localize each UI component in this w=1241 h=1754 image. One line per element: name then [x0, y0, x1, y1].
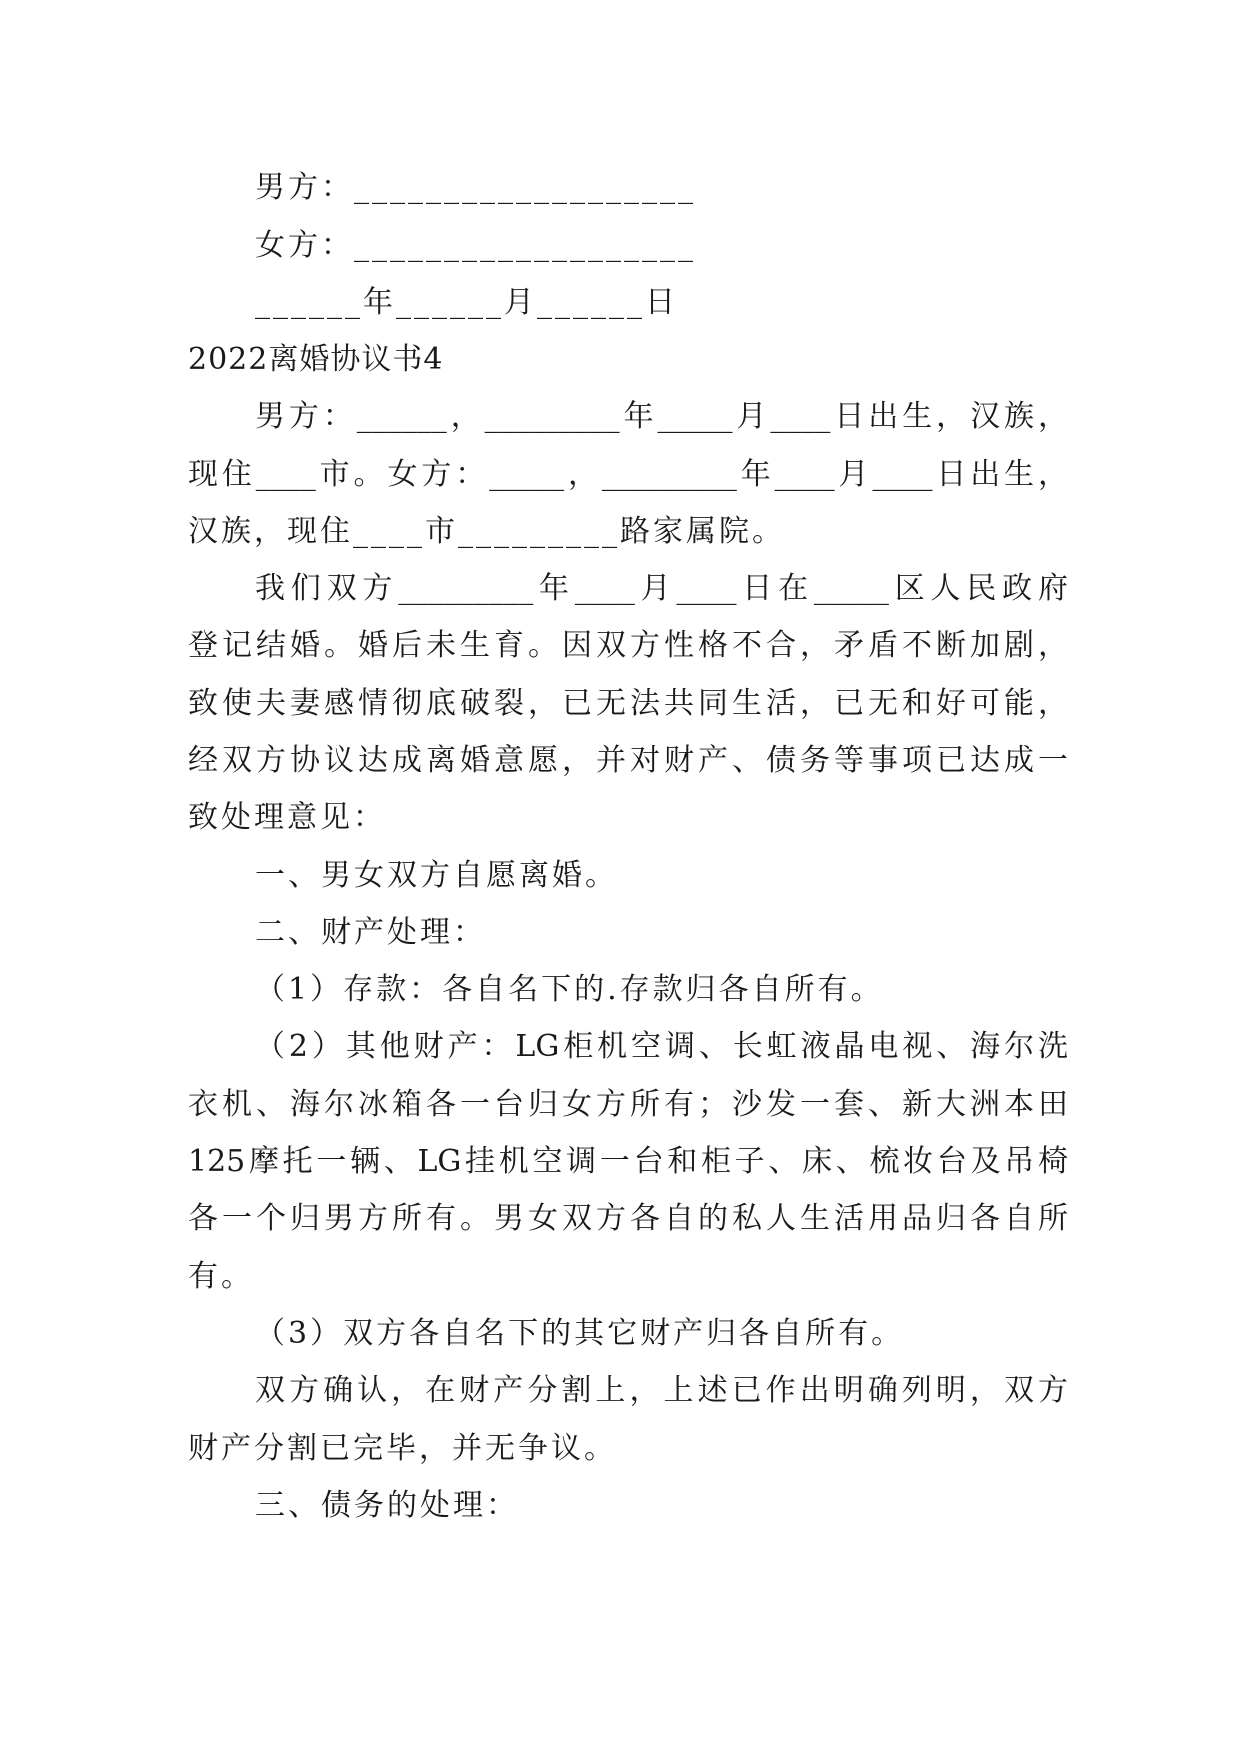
paragraph-line: 男方：______，_________年_____月____日出生，汉族， [255, 399, 1068, 434]
paragraph-line: 有。 [188, 1259, 254, 1294]
signature-female: 女方：___________________ [255, 228, 696, 263]
paragraph-line: 125摩托一辆、LG挂机空调一台和柜子、床、梳妆台及吊椅 [188, 1144, 1068, 1179]
section-heading: 二、财产处理： [255, 915, 486, 950]
section-heading: 一、男女双方自愿离婚。 [255, 858, 618, 893]
paragraph-line: 双方确认，在财产分割上，上述已作出明确列明，双方 [255, 1373, 1068, 1408]
paragraph-line: 经双方协议达成离婚意愿，并对财产、债务等事项已达成一 [188, 743, 1068, 778]
signature-male: 男方：___________________ [255, 170, 696, 205]
list-item: （1）存款：各自名下的.存款归各自所有。 [255, 972, 884, 1007]
paragraph-line: 现住____市。女方：_____，_________年____月____日出生， [188, 457, 1068, 492]
paragraph-line: 财产分割已完毕，并无争议。 [188, 1431, 617, 1466]
paragraph-line: 衣机、海尔冰箱各一台归女方所有；沙发一套、新大洲本田 [188, 1087, 1068, 1122]
paragraph-line: 致处理意见： [188, 800, 386, 835]
paragraph-line: 汉族，现住____市_________路家属院。 [188, 514, 785, 549]
paragraph-line: 致使夫妻感情彻底破裂，已无法共同生活，已无和好可能， [188, 686, 1068, 721]
signature-date: ______年______月______日 [255, 285, 678, 320]
document-title: 2022离婚协议书4 [188, 342, 444, 377]
paragraph-line: 各一个归男方所有。男女双方各自的私人生活用品归各自所 [188, 1201, 1068, 1236]
paragraph-line: 登记结婚。婚后未生育。因双方性格不合，矛盾不断加剧， [188, 628, 1068, 663]
list-item: （2）其他财产：LG柜机空调、长虹液晶电视、海尔洗 [255, 1029, 1068, 1064]
paragraph-line: 我们双方_________年____月____日在_____区人民政府 [255, 571, 1068, 606]
section-heading: 三、债务的处理： [255, 1488, 519, 1523]
list-item: （3）双方各自名下的其它财产归各自所有。 [255, 1316, 905, 1351]
